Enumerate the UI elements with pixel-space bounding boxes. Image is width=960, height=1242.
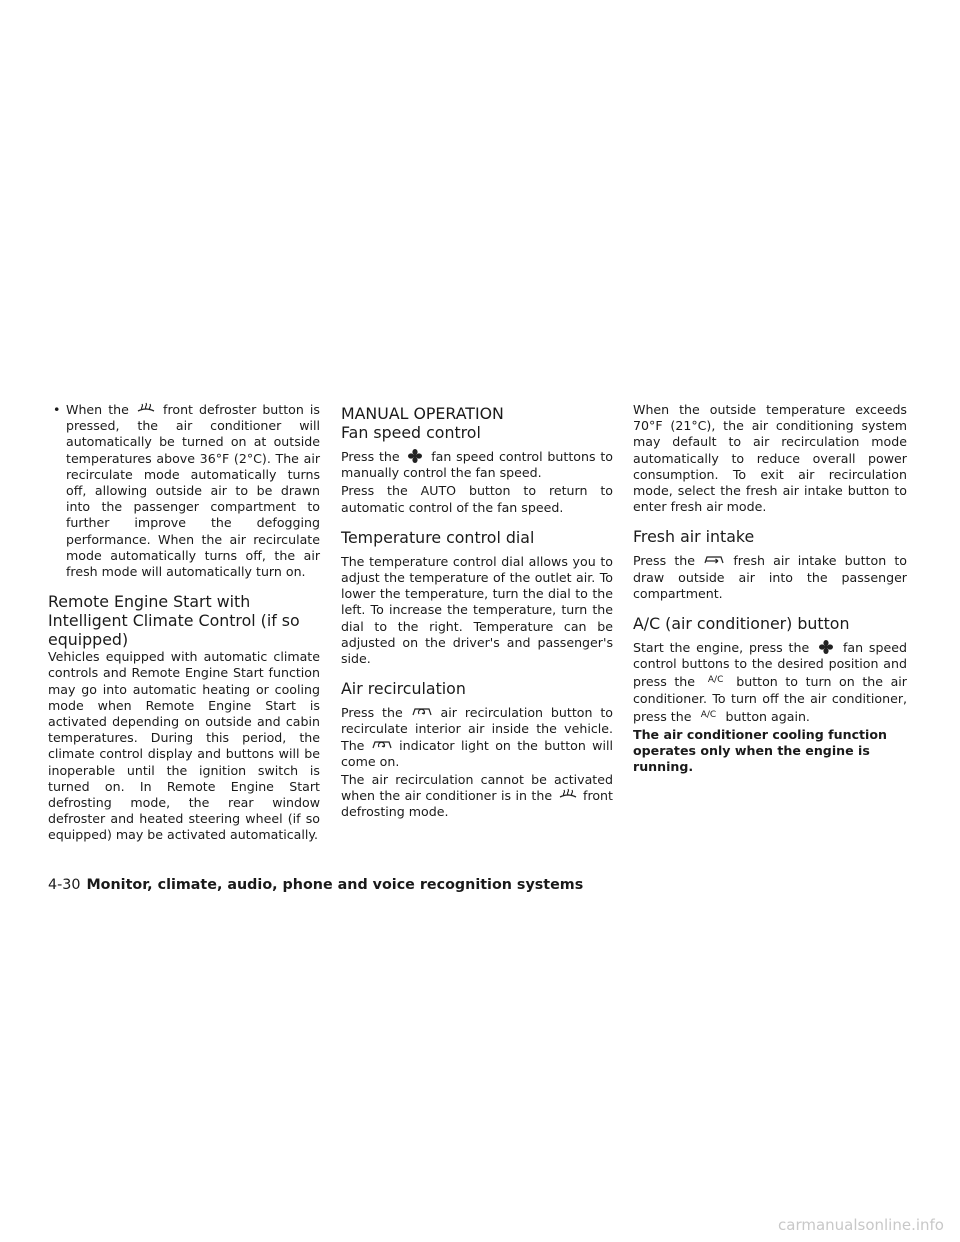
fan-icon xyxy=(404,449,426,463)
recirculation-para-2: The air recirculation cannot be activated when the air conditioner is in the front defrosting mode. xyxy=(341,772,613,820)
chapter-title: Monitor, climate, audio, phone and voice recognition systems xyxy=(86,877,584,893)
fan-icon xyxy=(815,640,837,654)
fresh-air-heading: Fresh air intake xyxy=(633,527,755,547)
ac-icon: A/C xyxy=(707,675,724,686)
ac-icon: A/C xyxy=(700,709,717,720)
outside-temperature-body: When the outside temperature exceeds 70°F (21°C), the air conditioning system may default to air recirculation mode automatically to reduce overall power consumption. To exit air recirculation mode, select the fresh air intake button to enter fresh air mode. xyxy=(633,402,907,515)
defroster-bullet: • When the front defroster button is pressed, the air conditioner will automatically be turned on at outside temperatures above 36°F (2°C). The air recirculate mode automatically turns off, allowing outside air to be drawn into the passenger compartment to further improve the defogging performance. When the air recirculate mode automatically turns off, the air fresh mode will automatically turn on. xyxy=(53,402,320,580)
remote-start-heading: Remote Engine Start with Intelligent Climate Control (if so equipped) xyxy=(48,592,300,650)
column-2 xyxy=(341,402,613,823)
air-recirculation-heading: Air recirculation xyxy=(341,679,466,699)
remote-start-body: Vehicles equipped with automatic climate controls and Remote Engine Start function may go into automatic heating or cooling mode when Remote Engine Start is activated depending on outside and cabin temperatures. During this period, the climate control display and buttons will be inoperable until the ignition switch is turned on. In Remote Engine Start defrosting mode, the rear window defroster and heated steering wheel (if so equipped) may be activated automatically. xyxy=(48,649,320,843)
ac-button-body: Start the engine, press the fan speed control buttons to the desired position and press the A/C button to turn on the air conditioner. To turn off the air conditioner, press the A/C button again. xyxy=(633,640,907,724)
ac-button-heading: A/C (air conditioner) button xyxy=(633,614,850,634)
temperature-heading: Temperature control dial xyxy=(341,527,535,547)
column-3 xyxy=(633,402,907,778)
bullet-marker: • xyxy=(53,402,61,417)
watermark: carmanualsonline.info xyxy=(778,1216,944,1234)
ac-note-bold: The air conditioner cooling function operates only when the engine is running. xyxy=(633,727,887,775)
recirculation-para-1: Press the air recirculation button to recirculate interior air inside the vehicle. The indicator light on the button will come on. xyxy=(341,705,613,769)
fan-speed-para-2: Press the AUTO button to return to automatic control of the fan speed. xyxy=(341,483,613,515)
air-recirculation-icon xyxy=(371,738,393,752)
fan-speed-para-1: Press the fan speed control buttons to manually control the fan speed. xyxy=(341,449,613,481)
page-footer xyxy=(48,877,583,893)
fresh-air-icon xyxy=(703,553,725,567)
fresh-air-body: Press the fresh air intake button to draw outside air into the passenger compartment. xyxy=(633,553,907,601)
air-recirculation-icon xyxy=(411,705,433,719)
page-number: 4-30 xyxy=(48,877,81,893)
temperature-body: The temperature control dial allows you to adjust the temperature of the outlet air. To lower the temperature, turn the dial to the left. To increase the temperature, turn the dial to the right. Temperature can be adjusted on the driver's and passenger's side. xyxy=(341,553,613,667)
fan-speed-heading: Fan speed control xyxy=(341,423,481,442)
front-defroster-icon xyxy=(135,402,157,416)
front-defroster-icon xyxy=(557,788,579,802)
manual-operation-heading: MANUAL OPERATION xyxy=(341,404,504,423)
bullet-list xyxy=(48,402,320,580)
column-1 xyxy=(48,402,320,846)
